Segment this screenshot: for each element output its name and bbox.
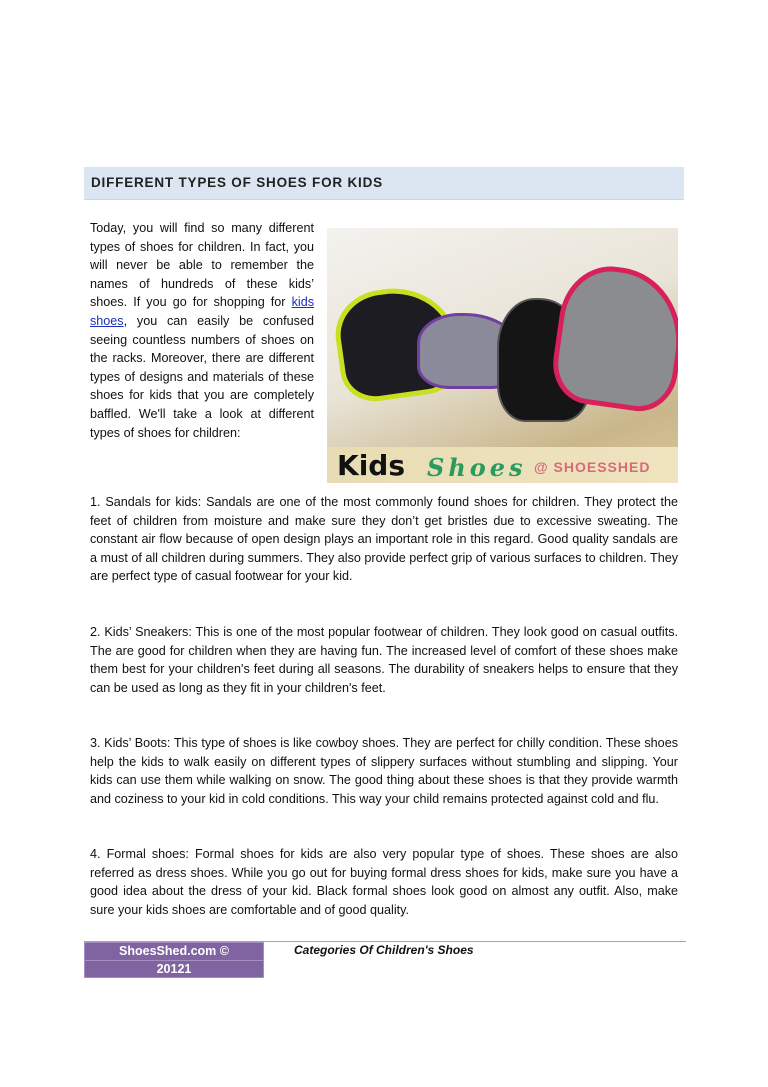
section-heading: DIFFERENT TYPES OF SHOES FOR KIDS: [91, 175, 383, 190]
intro-text-end: , you can easily be confused seeing countless numbers of shoes on the racks. Moreover, there are different types of designs and materials of these shoes for kids that you are completely baffled. We'll take a look at different types of shoes for children:: [90, 313, 314, 440]
footer-title: Categories Of Children's Shoes: [294, 943, 474, 957]
paragraph-sneakers: 2. Kids’ Sneakers: This is one of the most popular footwear of children. They look good on casual outfits. The are good for children when they are having fun. The increased level of comfort of these shoes make them best for your children's feet during all seasons. The durability of sneakers helps to ensure that they can be used as long as they fit in your children's feet.: [90, 625, 678, 695]
paragraph-boots: 3. Kids’ Boots: This type of shoes is like cowboy shoes. They are perfect for chilly condition. These shoes help the kids to walk easily on different types of slippery surfaces without stumbling and slipping. Your kids can use them while walking on snow. The good thing about these shoes is that they provide warmth and coziness to your kid in cold conditions. This way your child remains protected against cold and flu.: [90, 736, 678, 806]
caption-brand: @ SHOESSHED: [534, 459, 651, 475]
footer-copyright: ShoesShed.com ©: [85, 943, 263, 961]
intro-paragraph: [90, 219, 314, 442]
footer-year: 20121: [156, 962, 192, 976]
kids-shoes-link[interactable]: kids shoes: [90, 295, 314, 328]
kids-shoes-image: [327, 228, 678, 483]
intro-text: Today, you will find so many different types of shoes for children. In fact, you will never be able to remember the names of hundreds of these kids’ shoes. If you go for shopping for: [90, 221, 314, 310]
caption-kids: Kids: [337, 449, 406, 482]
section-heading-bar: [84, 167, 684, 200]
caption-shoes: Shoes: [427, 453, 527, 482]
paragraph-formal: 4. Formal shoes: Formal shoes for kids are also very popular type of shoes. These shoes are also referred as dress shoes. While you go out for buying formal dress shoes for kids, make sure you have a good idea about the dress of your kid. Black formal shoes look good on almost any outfit. Also, make sure your kids shoes are comfortable and of good quality.: [90, 847, 678, 917]
footer-copyright-box: [84, 942, 264, 978]
paragraph-sandals: 1. Sandals for kids: Sandals are one of the most commonly found shoes for children. They protect the feet of children from moisture and make sure they don’t get bristles due to excessive sweating. The constant air flow because of open design plays an important role in this regard. Good quality sandals are a must of all children during summers. They also provide perfect grip of various surfaces to children. They are perfect type of casual footwear for your kid.: [90, 495, 678, 584]
image-caption: [327, 447, 678, 483]
